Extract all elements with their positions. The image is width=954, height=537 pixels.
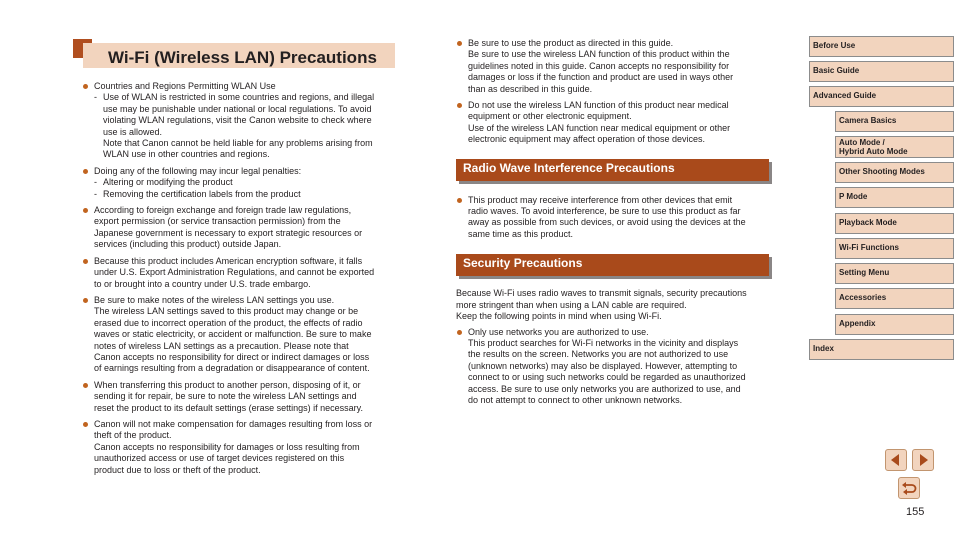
return-button[interactable]: [898, 477, 920, 499]
nav-button-basic-guide[interactable]: [809, 61, 954, 82]
bullet-line: damages or loss if the function and product are used in ways other: [468, 72, 734, 83]
left-column: [82, 81, 400, 481]
radio-section-bullets: [456, 193, 770, 241]
nav-button-wi-fi-functions[interactable]: [835, 238, 954, 259]
security-intro-line: more stringent than when using a LAN cable are required.: [456, 299, 687, 310]
bullet-line: erased due to incorrect operation of the product, the effects of radio: [94, 317, 363, 328]
nav-button-label: Playback Mode: [839, 218, 897, 227]
bullet-item: [82, 166, 400, 200]
sub-bullet-line: - Removing the certification labels from the product: [103, 188, 301, 199]
page-number: 155: [906, 506, 925, 518]
triangle-right-icon: [913, 450, 933, 470]
nav-button-setting-menu[interactable]: [835, 263, 954, 284]
nav-button-accessories[interactable]: [835, 288, 954, 309]
bullet-line: Because this product includes American encryption software, it falls: [94, 255, 363, 266]
bullet-line: This product searches for Wi-Fi networks in the vicinity and displays: [468, 337, 739, 348]
bullet-line: guidelines noted in this guide. Canon accepts no responsibility for: [468, 60, 730, 71]
bullet-line: Be sure to make notes of the wireless LAN settings you use.: [94, 294, 335, 305]
bullet-line: Doing any of the following may incur legal penalties:: [94, 165, 302, 176]
bullet-line: (unknown networks) may also be displayed. However, attempting to: [468, 360, 738, 371]
security-section-bullets: [456, 327, 770, 407]
bullet-line: Canon accepts no responsibility for direct or indirect damages or loss: [94, 351, 370, 362]
title-box: [83, 43, 395, 68]
sub-bullet-line: - Altering or modifying the product: [103, 177, 233, 188]
page-title: Wi-Fi (Wireless LAN) Precautions: [108, 48, 377, 67]
nav-button-label: Index: [813, 344, 834, 353]
nav-button-other-shooting-modes[interactable]: [835, 162, 954, 183]
bullet-line: The wireless LAN settings saved to this product may change or be: [94, 306, 359, 317]
sub-bullet: [94, 189, 400, 200]
nav-button-label: Auto Mode / Hybrid Auto Mode: [839, 138, 908, 156]
bullet-line: theft of the product.: [94, 430, 172, 441]
bullet-line: reset the product to its default settings (erase settings) if necessary.: [94, 402, 363, 413]
bullet-item: [82, 419, 400, 476]
nav-button-label: Other Shooting Modes: [839, 167, 925, 176]
bullet-line: Japanese government is necessary to export strategic resources or: [94, 227, 363, 238]
nav-button-label: Camera Basics: [839, 116, 897, 125]
radio-section-heading: Radio Wave Interference Precautions: [463, 160, 675, 175]
bullet-line: same time as this product.: [468, 228, 574, 239]
bullet-line: Canon accepts no responsibility for damages or loss resulting from: [94, 441, 360, 452]
mid-top-bullets: [456, 38, 770, 146]
next-page-button[interactable]: [912, 449, 934, 471]
bullet-line: the results on the screen. Networks you are not authorized to use: [468, 349, 729, 360]
nav-button-index[interactable]: [809, 339, 954, 360]
bullet-item: [456, 327, 770, 407]
bullet-line: Countries and Regions Permitting WLAN Use: [94, 81, 276, 91]
bullet-line: Use of the wireless LAN function near medical equipment or other: [468, 122, 731, 133]
nav-button-label: Advanced Guide: [813, 91, 877, 100]
sub-bullet-line: use is allowed.: [103, 126, 163, 137]
middle-column: [456, 38, 770, 411]
bullet-line: to or brought into a country under U.S. trade embargo.: [94, 278, 311, 289]
page-title-bar: [73, 39, 395, 68]
bullet-line: connect to or using such networks could be regarded as unauthorized: [468, 372, 746, 383]
nav-button-label: Before Use: [813, 41, 856, 50]
bullet-line: Canon will not make compensation for damages resulting from loss or: [94, 418, 373, 429]
return-arrow-icon: [899, 478, 919, 498]
nav-button-label: Basic Guide: [813, 66, 860, 75]
bullet-line: According to foreign exchange and foreign trade law regulations,: [94, 205, 352, 216]
nav-button-appendix[interactable]: [835, 314, 954, 335]
bullet-line: than as described in this guide.: [468, 83, 593, 94]
bullet-item: [456, 100, 770, 146]
nav-button-label: Appendix: [839, 319, 876, 328]
nav-button-playback-mode[interactable]: [835, 213, 954, 234]
bullet-item: [456, 195, 770, 241]
sub-bullet-line: violating WLAN regulations, visit the Canon website to check where: [103, 115, 372, 126]
sub-bullet-line: - Use of WLAN is restricted in some countries and regions, and illegal: [103, 92, 375, 103]
security-intro-line: Keep the following points in mind when using Wi-Fi.: [456, 311, 662, 322]
sub-bullet: [94, 177, 400, 188]
prev-page-button[interactable]: [885, 449, 907, 471]
bullet-line: waves or static electricity, or accident or malfunction. Be sure to make: [94, 329, 372, 340]
triangle-left-icon: [886, 450, 906, 470]
nav-button-camera-basics[interactable]: [835, 111, 954, 132]
bullet-line: under U.S. Export Administration Regulations, and cannot be exported: [94, 267, 375, 278]
bullet-line: Be sure to use the product as directed in this guide.: [468, 38, 674, 48]
bullet-line: do not attempt to connect to other unknown networks.: [468, 394, 683, 405]
nav-button-auto-mode-hybrid-auto-mode[interactable]: [835, 136, 954, 158]
bullet-line: sending it for repair, be sure to note the wireless LAN settings and: [94, 391, 357, 402]
nav-button-before-use[interactable]: [809, 36, 954, 57]
bullet-line: away as possible from such devices, or avoid using the devices at the: [468, 217, 746, 228]
nav-button-advanced-guide[interactable]: [809, 86, 954, 107]
bullet-line: export permission (or service transaction permission) from the: [94, 216, 341, 227]
radio-section-heading-bar: [456, 159, 770, 181]
bullet-line: This product may receive interference from other devices that emit: [468, 194, 733, 205]
bullet-line: When transferring this product to another person, disposing of it, or: [94, 379, 361, 390]
security-section-heading-bar: [456, 254, 770, 276]
bullet-item: [82, 205, 400, 251]
sub-bullet-line: WLAN use in other countries and regions.: [103, 149, 270, 160]
bullet-item: [456, 38, 770, 95]
nav-button-label: Accessories: [839, 293, 887, 302]
bullet-line: services (including this product) outside Japan.: [94, 239, 282, 250]
bullet-line: notes of wireless LAN settings as a precaution. Please note that: [94, 340, 349, 351]
bullet-line: product due to loss or theft of the product.: [94, 464, 261, 475]
nav-button-label: Setting Menu: [839, 268, 890, 277]
security-section-heading: Security Precautions: [463, 256, 583, 271]
bullet-item: [82, 295, 400, 375]
bullet-item: [82, 81, 400, 161]
sub-bullet-line: Note that Canon cannot be held liable for any problems arising from: [103, 138, 373, 149]
bullet-line: electronic equipment may affect operation of those devices.: [468, 134, 705, 145]
security-intro: [456, 288, 770, 322]
bullet-line: of earnings resulting from a degradation or disappearance of content.: [94, 363, 370, 374]
bullet-line: Be sure to use the wireless LAN function of this product within the: [468, 49, 730, 60]
bullet-line: access. Be sure to use only networks you are authorized to use, and: [468, 383, 741, 394]
security-intro-line: Because Wi-Fi uses radio waves to transmit signals, security precautions: [456, 288, 747, 299]
bullet-line: Only use networks you are authorized to use.: [468, 326, 649, 337]
nav-button-p-mode[interactable]: [835, 187, 954, 208]
bullet-line: Do not use the wireless LAN function of this product near medical: [468, 100, 729, 111]
bullet-item: [82, 380, 400, 414]
bullet-line: equipment or other electronic equipment.: [468, 111, 632, 122]
bullet-line: radio waves. To avoid interference, be sure to use this product as far: [468, 206, 741, 217]
nav-button-label: P Mode: [839, 192, 868, 201]
nav-button-label: Wi-Fi Functions: [839, 243, 899, 252]
sub-bullet: [94, 92, 400, 160]
bullet-line: unauthorized access or use of target devices registered on this: [94, 453, 345, 464]
bullet-item: [82, 256, 400, 290]
sub-bullet-line: use may be punishable under national or local regulations. To avoid: [103, 103, 372, 114]
